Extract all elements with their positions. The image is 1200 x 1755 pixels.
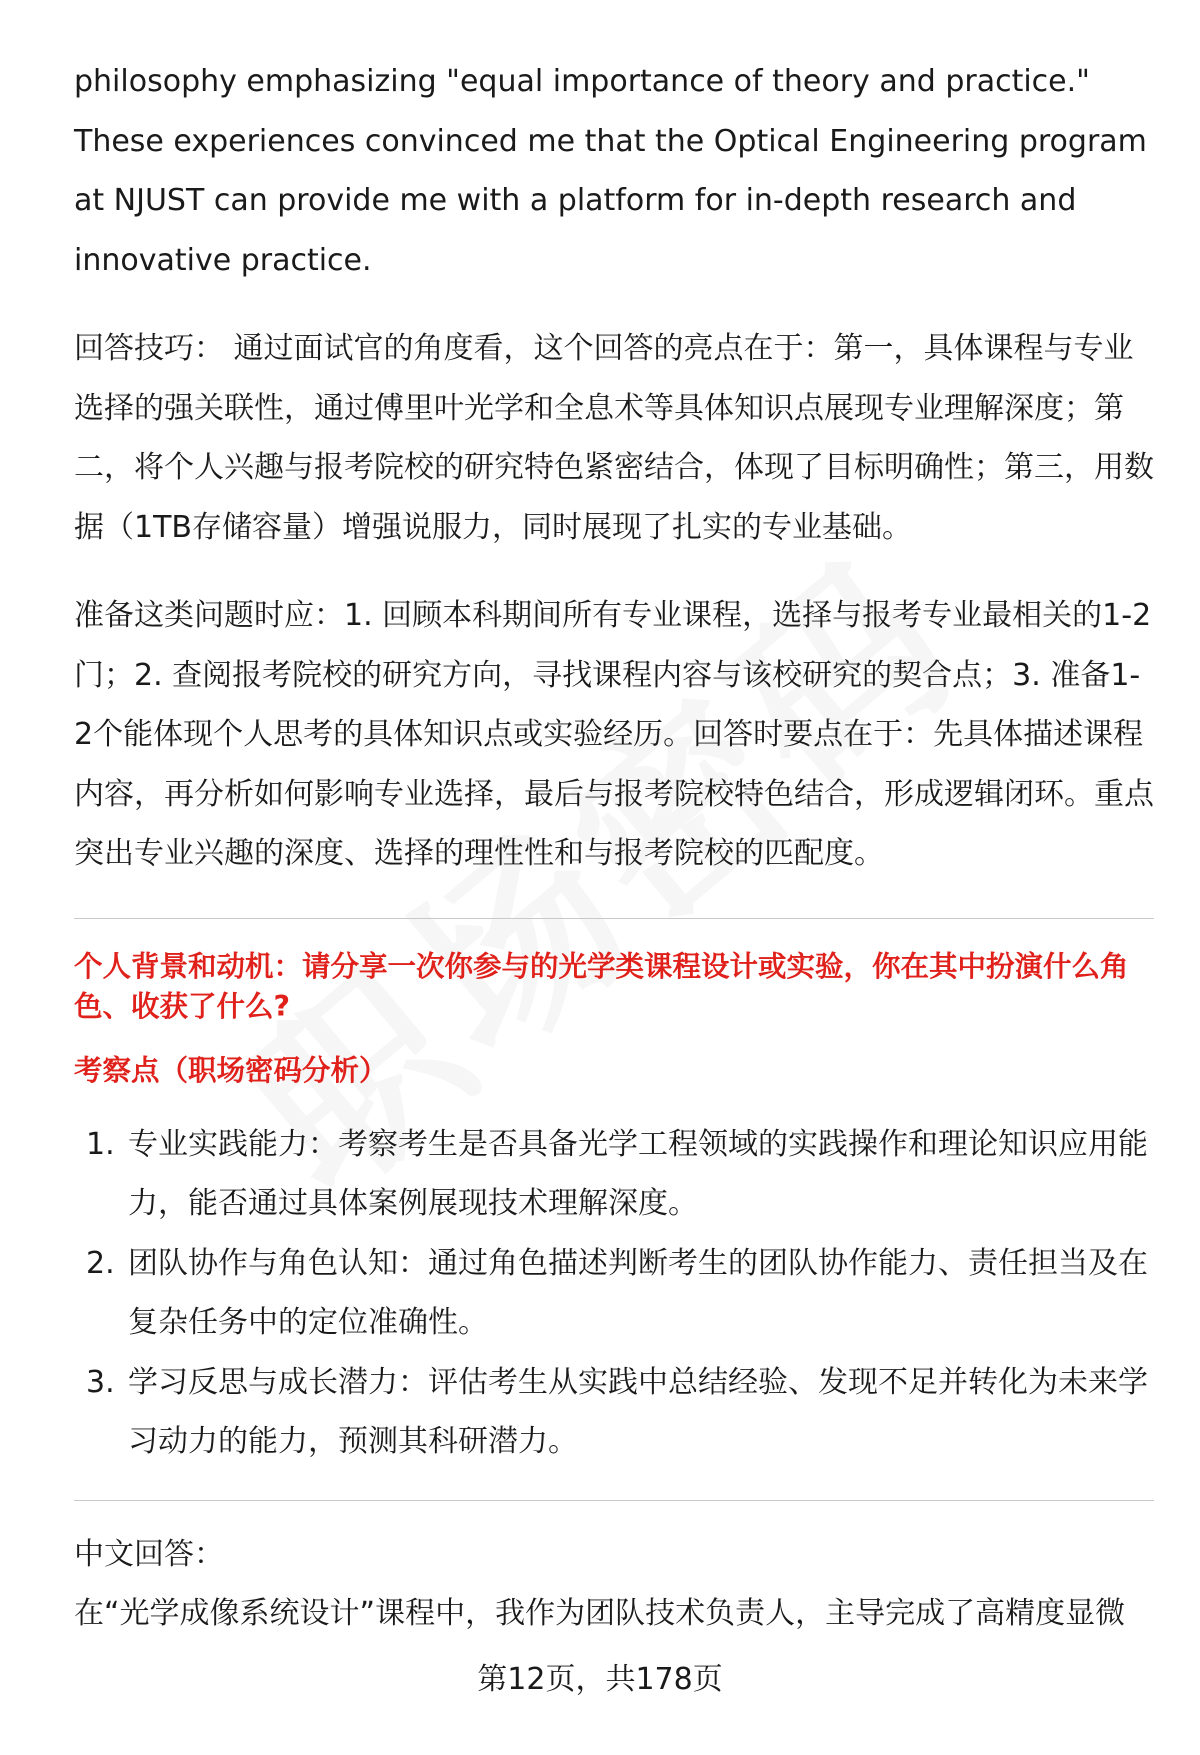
list-item-text: 专业实践能力：考察考生是否具备光学工程领域的实践操作和理论知识应用能力，能否通过具体案例展现技术理解深度。 — [128, 1126, 1148, 1221]
question-heading: 个人背景和动机：请分享一次你参与的光学类课程设计或实验，你在其中扮演什么角色、收获了什么? — [74, 949, 1129, 1023]
list-item — [74, 1353, 1154, 1472]
answer-label: 中文回答： — [74, 1536, 224, 1572]
list-item-text: 团队协作与角色认知：通过角色描述判断考生的团队协作能力、责任担当及在复杂任务中的定位准确性。 — [128, 1245, 1148, 1340]
section-divider — [74, 1500, 1154, 1501]
list-item — [74, 1115, 1154, 1234]
preparation-paragraph: 准备这类问题时应：1. 回顾本科期间所有专业课程，选择与报考专业最相关的1-2门；2. 查阅报考院校的研究方向，寻找课程内容与该校研究的契合点；3. 准备1-2个能体现个人思考的具体知识点或实验经历。回答时要点在于：先具体描述课程内容，再分析如何影响专业选择，最后与报考院校特色结合，形成逻辑闭环。重点突出专业兴趣的深度、选择的理性性和与报考院校的匹配度。 — [74, 598, 1154, 871]
intro-paragraph: philosophy emphasizing "equal importance of theory and practice." These experiences convinced me that the Optical Engineering program at NJUST can provide me with a platform for in-depth research and innovative practice. — [74, 64, 1147, 278]
page-footer: 第12页，共178页 — [477, 1662, 723, 1697]
list-item-number: 3. — [86, 1364, 115, 1400]
answer-text: 在“光学成像系统设计”课程中，我作为团队技术负责人，主导完成了高精度显微 — [74, 1596, 1126, 1631]
list-item-number: 1. — [86, 1126, 115, 1162]
list-item-number: 2. — [86, 1245, 115, 1281]
assessment-heading: 考察点（职场密码分析） — [74, 1053, 388, 1087]
answer-tips-paragraph: 回答技巧： 通过面试官的角度看，这个回答的亮点在于：第一，具体课程与专业选择的强关联性，通过傅里叶光学和全息术等具体知识点展现专业理解深度；第二，将个人兴趣与报考院校的研究特色紧密结合，体现了目标明确性；第三，用数据（1TB存储容量）增强说服力，同时展现了扎实的专业基础。 — [74, 331, 1154, 545]
assessment-list — [74, 1115, 1154, 1472]
list-item — [74, 1234, 1154, 1353]
document-page — [74, 52, 1154, 1644]
section-divider — [74, 918, 1154, 919]
list-item-text: 学习反思与成长潜力：评估考生从实践中总结经验、发现不足并转化为未来学习动力的能力，预测其科研潜力。 — [128, 1364, 1148, 1459]
